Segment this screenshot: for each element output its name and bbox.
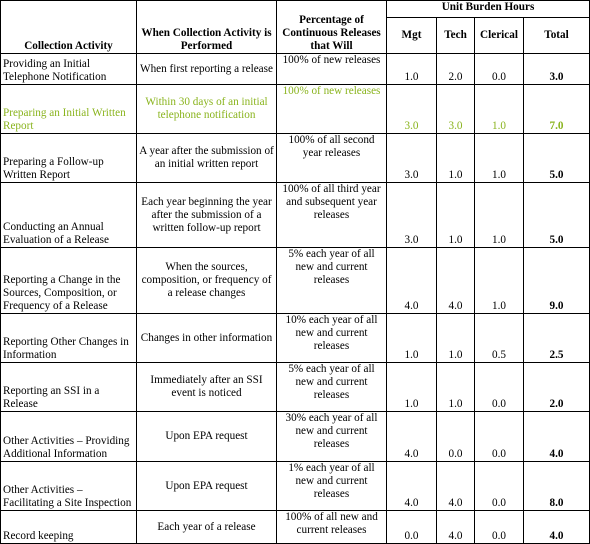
mgt-hours-cell: 4.0 — [387, 462, 437, 511]
mgt-hours-cell: 4.0 — [387, 248, 437, 314]
header-tech: Tech — [437, 18, 475, 54]
clerical-hours-cell: 0.0 — [475, 54, 524, 85]
table-row — [1, 314, 590, 363]
table-row — [1, 412, 590, 462]
activity-cell: Providing an Initial Telephone Notification — [1, 54, 137, 85]
tech-hours-cell: 4.0 — [437, 248, 475, 314]
percentage-cell: 10% each year of all new and current releases — [277, 314, 387, 363]
mgt-hours-cell: 0.0 — [387, 511, 437, 544]
header-mgt: Mgt — [387, 18, 437, 54]
total-hours-cell: 2.5 — [524, 314, 590, 363]
header-unit-burden-hours: Unit Burden Hours — [387, 1, 590, 18]
activity-cell: Preparing a Follow-up Written Report — [1, 134, 137, 183]
percentage-cell: 100% of new releases — [277, 54, 387, 85]
table-row — [1, 248, 590, 314]
tech-hours-cell: 3.0 — [437, 85, 475, 134]
percentage-cell: 30% each year of all new and current releases — [277, 412, 387, 462]
mgt-hours-cell: 3.0 — [387, 85, 437, 134]
total-hours-cell: 4.0 — [524, 412, 590, 462]
activity-cell: Record keeping — [1, 511, 137, 544]
mgt-hours-cell: 3.0 — [387, 183, 437, 248]
activity-cell: Conducting an Annual Evaluation of a Release — [1, 183, 137, 248]
table-row — [1, 183, 590, 248]
clerical-hours-cell: 0.0 — [475, 412, 524, 462]
header-clerical: Clerical — [475, 18, 524, 54]
activity-cell: Reporting an SSI in a Release — [1, 363, 137, 412]
total-hours-cell: 2.0 — [524, 363, 590, 412]
clerical-hours-cell: 1.0 — [475, 183, 524, 248]
clerical-hours-cell: 1.0 — [475, 134, 524, 183]
when-performed-cell: Upon EPA request — [137, 462, 277, 511]
tech-hours-cell: 2.0 — [437, 54, 475, 85]
when-performed-cell: When the sources, composition, or frequency of a release changes — [137, 248, 277, 314]
activity-cell: Other Activities – Facilitating a Site Inspection — [1, 462, 137, 511]
table-row — [1, 511, 590, 544]
total-hours-cell: 7.0 — [524, 85, 590, 134]
mgt-hours-cell: 3.0 — [387, 134, 437, 183]
when-performed-cell: Immediately after an SSI event is noticed — [137, 363, 277, 412]
clerical-hours-cell: 1.0 — [475, 85, 524, 134]
when-performed-cell: Within 30 days of an initial telephone notification — [137, 85, 277, 134]
total-hours-cell: 8.0 — [524, 462, 590, 511]
total-hours-cell: 5.0 — [524, 183, 590, 248]
table-row — [1, 462, 590, 511]
when-performed-cell: Each year of a release — [137, 511, 277, 544]
clerical-hours-cell: 0.5 — [475, 314, 524, 363]
clerical-hours-cell: 0.0 — [475, 462, 524, 511]
table-row — [1, 363, 590, 412]
when-performed-cell: Each year beginning the year after the submission of a written follow-up report — [137, 183, 277, 248]
table-body — [1, 54, 590, 544]
total-hours-cell: 4.0 — [524, 511, 590, 544]
when-performed-cell: Upon EPA request — [137, 412, 277, 462]
tech-hours-cell: 1.0 — [437, 134, 475, 183]
total-hours-cell: 3.0 — [524, 54, 590, 85]
when-performed-cell: When first reporting a release — [137, 54, 277, 85]
percentage-cell: 100% of all new and current releases — [277, 511, 387, 544]
table-row — [1, 85, 590, 134]
activity-cell: Reporting a Change in the Sources, Composition, or Frequency of a Release — [1, 248, 137, 314]
tech-hours-cell: 4.0 — [437, 511, 475, 544]
activity-cell: Preparing an Initial Written Report — [1, 85, 137, 134]
percentage-cell: 100% of all third year and subsequent year releases — [277, 183, 387, 248]
table-row — [1, 134, 590, 183]
tech-hours-cell: 4.0 — [437, 462, 475, 511]
mgt-hours-cell: 1.0 — [387, 363, 437, 412]
tech-hours-cell: 0.0 — [437, 412, 475, 462]
header-percentage-releases: Percentage of Continuous Releases that Will — [277, 1, 387, 54]
activity-cell: Other Activities – Providing Additional Information — [1, 412, 137, 462]
total-hours-cell: 9.0 — [524, 248, 590, 314]
mgt-hours-cell: 4.0 — [387, 412, 437, 462]
header-when-performed: When Collection Activity is Performed — [137, 1, 277, 54]
percentage-cell: 100% of all second year releases — [277, 134, 387, 183]
mgt-hours-cell: 1.0 — [387, 314, 437, 363]
percentage-cell: 5% each year of all new and current releases — [277, 363, 387, 412]
when-performed-cell: Changes in other information — [137, 314, 277, 363]
when-performed-cell: A year after the submission of an initial written report — [137, 134, 277, 183]
tech-hours-cell: 1.0 — [437, 183, 475, 248]
percentage-cell: 1% each year of all new and current releases — [277, 462, 387, 511]
clerical-hours-cell: 0.0 — [475, 511, 524, 544]
clerical-hours-cell: 0.0 — [475, 363, 524, 412]
mgt-hours-cell: 1.0 — [387, 54, 437, 85]
tech-hours-cell: 1.0 — [437, 314, 475, 363]
header-total: Total — [524, 18, 590, 54]
activity-cell: Reporting Other Changes in Information — [1, 314, 137, 363]
tech-hours-cell: 1.0 — [437, 363, 475, 412]
percentage-cell: 100% of new releases — [277, 85, 387, 134]
total-hours-cell: 5.0 — [524, 134, 590, 183]
percentage-cell: 5% each year of all new and current releases — [277, 248, 387, 314]
header-collection-activity: Collection Activity — [1, 1, 137, 54]
clerical-hours-cell: 1.0 — [475, 248, 524, 314]
table-row — [1, 54, 590, 85]
